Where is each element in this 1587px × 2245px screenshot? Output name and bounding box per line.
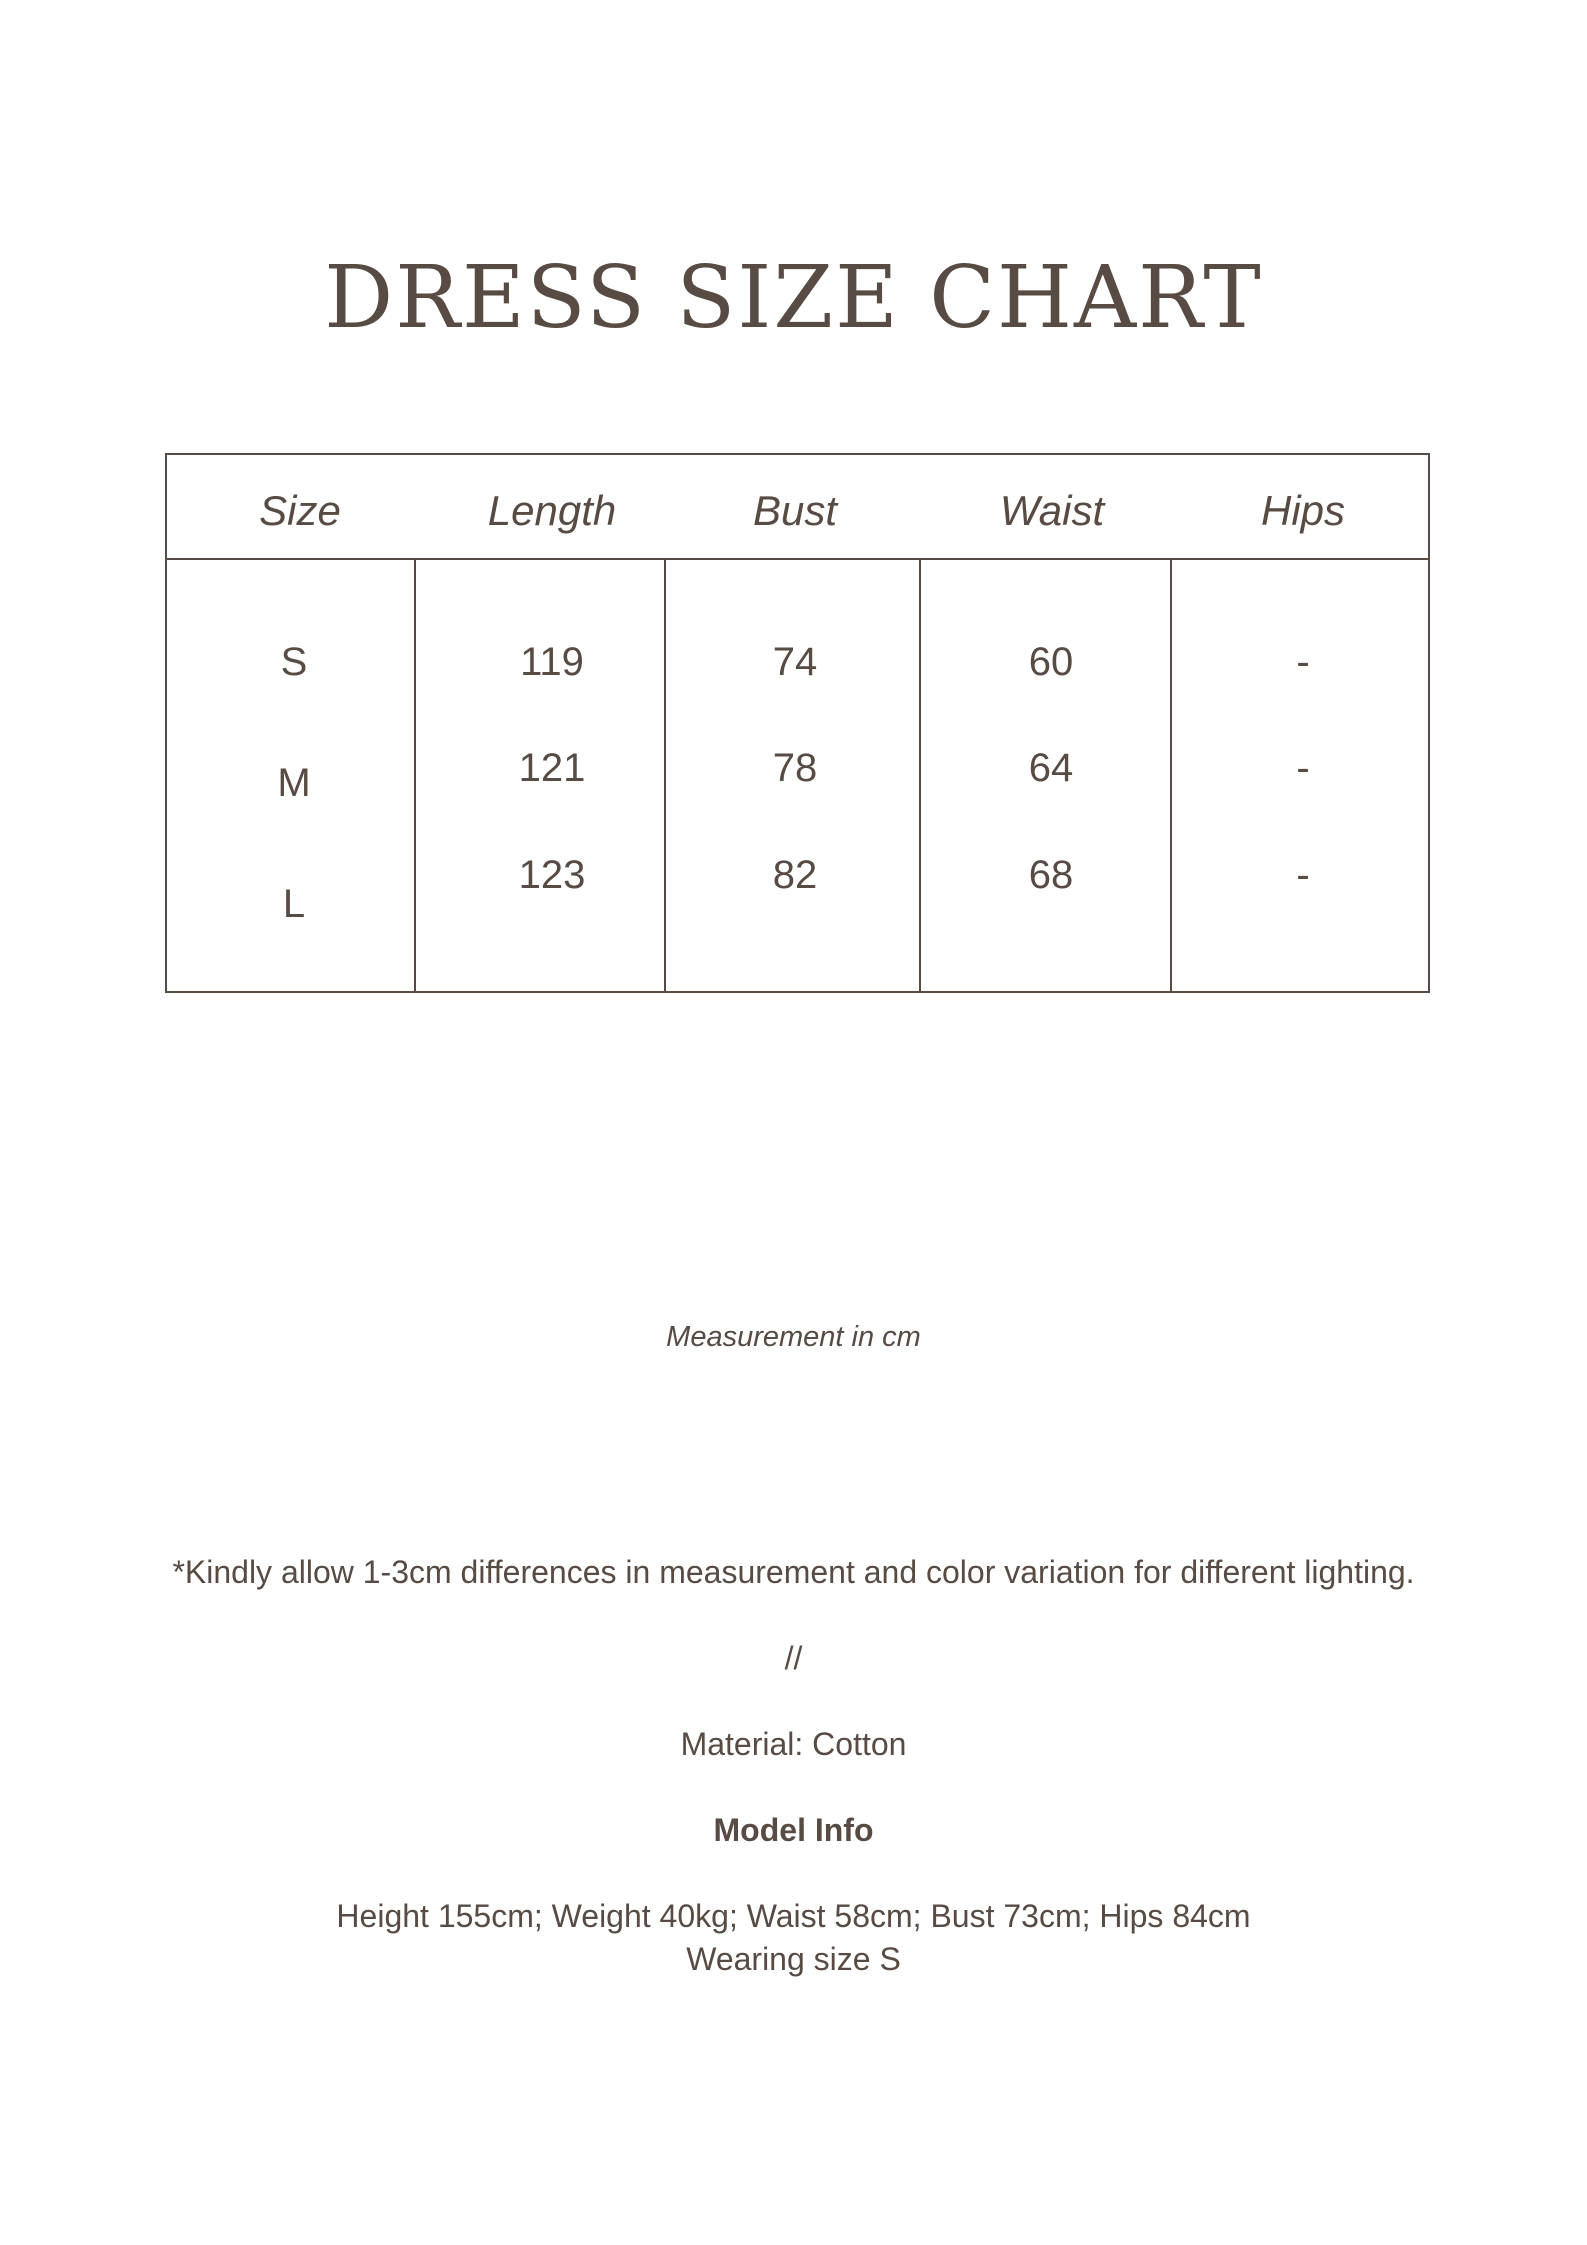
column-divider xyxy=(1170,560,1172,993)
cell-length: 121 xyxy=(518,746,586,790)
header-divider xyxy=(165,558,1430,560)
separator-text: // xyxy=(784,1640,803,1676)
material-text: Material: Cotton xyxy=(680,1726,907,1762)
table-border xyxy=(165,453,1430,993)
header-hips: Hips xyxy=(1260,487,1346,534)
unit-note: Measurement in cm xyxy=(666,1321,921,1353)
header-length: Length xyxy=(487,487,617,534)
column-divider xyxy=(414,560,416,993)
model-measurements: Height 155cm; Weight 40kg; Waist 58cm; Bust 73cm; Hips 84cm xyxy=(336,1898,1251,1934)
cell-length: 123 xyxy=(518,853,586,897)
column-divider xyxy=(919,560,921,993)
cell-hips: - xyxy=(1296,853,1310,897)
cell-size: L xyxy=(282,882,306,926)
cell-length: 119 xyxy=(520,640,584,684)
cell-waist: 64 xyxy=(1028,746,1074,790)
disclaimer-text: *Kindly allow 1-3cm differences in measurement and color variation for different lighting. xyxy=(172,1554,1415,1590)
header-size: Size xyxy=(259,487,341,534)
header-waist: Waist xyxy=(999,487,1105,534)
cell-bust: 82 xyxy=(772,853,818,897)
model-info-heading: Model Info xyxy=(713,1812,874,1848)
column-divider xyxy=(664,560,666,993)
cell-size: S xyxy=(280,640,308,684)
cell-waist: 68 xyxy=(1028,853,1074,897)
header-bust: Bust xyxy=(752,487,838,534)
cell-size: M xyxy=(277,761,311,805)
cell-hips: - xyxy=(1296,746,1310,790)
cell-bust: 74 xyxy=(772,640,818,684)
cell-hips: - xyxy=(1296,640,1310,684)
cell-waist: 60 xyxy=(1028,640,1074,684)
model-wearing-size: Wearing size S xyxy=(686,1941,901,1977)
page-title: DRESS SIZE CHART xyxy=(324,248,1263,348)
cell-bust: 78 xyxy=(772,746,818,790)
